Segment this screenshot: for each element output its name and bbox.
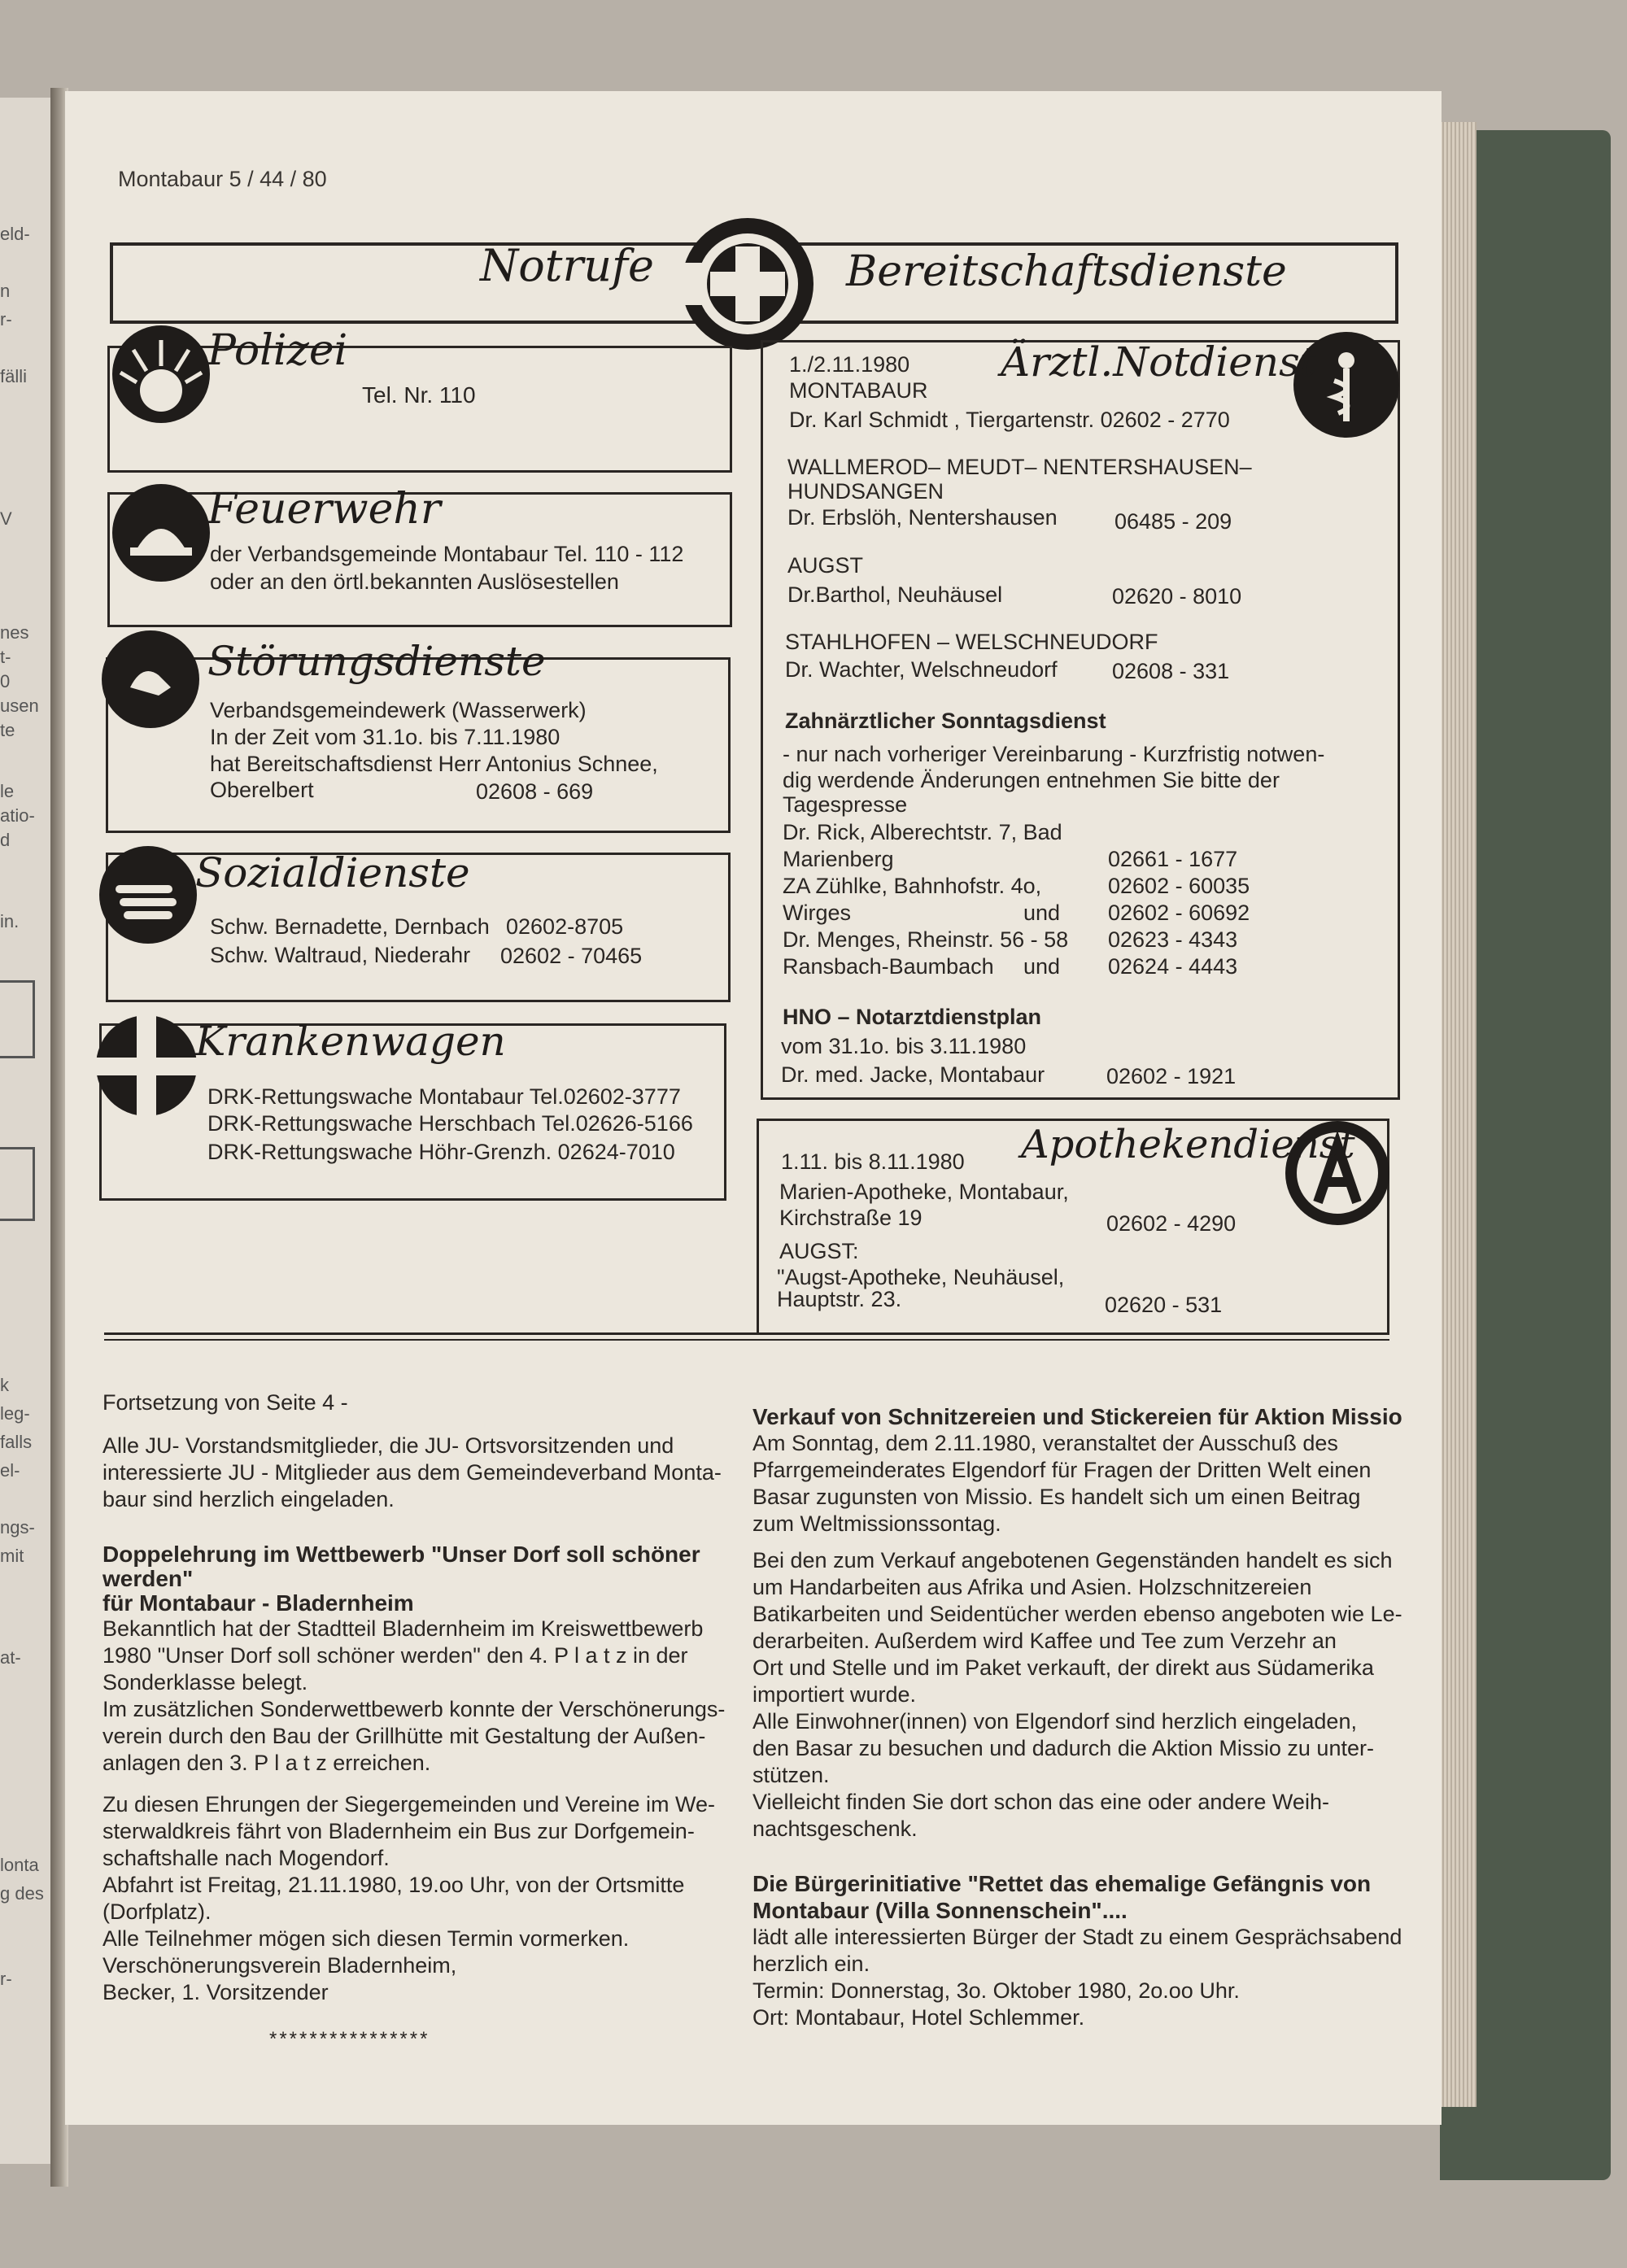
left-fragment: lonta [0, 1855, 39, 1875]
separator-rule [104, 1339, 1389, 1341]
notdienst-tel3: 02620 - 8010 [1112, 584, 1242, 608]
phone-cross-logo [682, 218, 814, 350]
bladernheim-line: Sonderklasse belegt. [103, 1670, 308, 1694]
right-article-column [752, 1403, 1403, 2031]
notdienst-doc1: Dr. Karl Schmidt , Tiergartenstr. 02602 - 2770 [789, 408, 1230, 432]
stars-divider: **************** [269, 2028, 430, 2050]
missio-line: zum Weltmissionssontag. [752, 1511, 1001, 1536]
basar-line: stützen. [752, 1763, 830, 1787]
bladernheim-line: 1980 "Unser Dorf soll schöner werden" den 4. P l a t z in der [103, 1643, 688, 1668]
basar-line: den Basar zu besuchen und dadurch die Aktion Missio zu unter- [752, 1736, 1374, 1760]
apotheke-line2: Kirchstraße 19 [779, 1206, 923, 1230]
sozial-tel1: 02602-8705 [506, 914, 624, 939]
cross-icon [682, 218, 814, 350]
ju-line: Alle JU- Vorstandsmitglieder, die JU- Ortsvorsitzenden und [103, 1433, 674, 1458]
bus-line: Becker, 1. Vorsitzender [103, 1980, 329, 2004]
bladernheim-line: Im zusätzlichen Sonderwettbewerb konnte der Verschönerungs- [103, 1697, 726, 1721]
sozial-tel2: 02602 - 70465 [500, 944, 643, 968]
kranken-line2: DRK-Rettungswache Herschbach Tel.02626-5166 [207, 1111, 693, 1136]
notdienst-doc3: Dr.Barthol, Neuhäusel [787, 582, 1003, 607]
page-stack-edge [1436, 122, 1477, 2107]
zahn-entry1a: Dr. Rick, Alberechtstr. 7, Bad [783, 820, 1062, 844]
stoerung-line2: In der Zeit vom 31.1o. bis 7.11.1980 [210, 725, 561, 749]
left-fragment: usen [0, 696, 39, 716]
bladernheim-line: verein durch den Bau der Grillhütte mit Gestaltung der Außen- [103, 1724, 706, 1748]
apotheke-tel2: 02620 - 531 [1105, 1293, 1223, 1317]
gefaengnis-line: Termin: Donnerstag, 3o. Oktober 1980, 2o.oo Uhr. [752, 1978, 1240, 2003]
zahn-entry1b: Marienberg [783, 847, 894, 871]
left-fragment: g des [0, 1883, 44, 1904]
notdienst-place4: STAHLHOFEN – WELSCHNEUDORF [785, 630, 1158, 654]
left-fragment: fälli [0, 366, 28, 386]
basar-line: Batikarbeiten und Seidentücher werden ebenso angeboten wie Le- [752, 1602, 1402, 1626]
left-fragment: eld- [0, 224, 30, 244]
left-fragment: falls [0, 1432, 33, 1452]
notdienst-tel4: 02608 - 331 [1112, 659, 1230, 683]
zahn-line3: Tagespresse [783, 792, 908, 817]
left-fragment: t- [0, 647, 11, 667]
bus-line: sterwaldkreis fährt von Bladernheim ein Bus zur Dorfgemein- [103, 1819, 695, 1843]
continuation-note: Fortsetzung von Seite 4 - [103, 1390, 348, 1415]
hno-title: HNO – Notarztdienstplan [783, 1005, 1042, 1029]
left-fragment: V [0, 508, 12, 529]
gefaengnis-heading: Die Bürgerinitiative "Rettet das ehemalige Gefängnis von [752, 1871, 1372, 1896]
wrench-hand-icon [102, 630, 199, 728]
notdienst-place2b: HUNDSANGEN [787, 479, 944, 504]
left-fragment: r- [0, 1969, 12, 1989]
left-fragment: atio- [0, 805, 35, 826]
bladernheim-heading-2: für Montabaur - Bladernheim [103, 1590, 414, 1616]
apotheke-line1: Marien-Apotheke, Montabaur, [779, 1180, 1069, 1204]
basar-line: nachtsgeschenk. [752, 1817, 918, 1841]
hno-tel: 02602 - 1921 [1106, 1064, 1237, 1088]
kranken-line1: DRK-Rettungswache Montabaur Tel.02602-3777 [207, 1084, 681, 1109]
polizei-title: Polizei [207, 326, 348, 375]
zahn-und5: und [1023, 954, 1061, 979]
separator-rule [104, 1332, 1389, 1335]
apotheke-line3: AUGST: [779, 1239, 859, 1263]
zahn-entry2: ZA Zühlke, Bahnhofstr. 4o, [783, 874, 1042, 898]
zahn-line2: dig werdende Änderungen entnehmen Sie bitte der [783, 768, 1280, 792]
left-fragment: ngs- [0, 1517, 35, 1537]
apotheke-line4: "Augst-Apotheke, Neuhäusel, [777, 1265, 1065, 1289]
left-fragment: n [0, 281, 11, 301]
left-fragment: nes [0, 622, 29, 643]
zahn-title: Zahnärztlicher Sonntagsdienst [785, 709, 1106, 733]
missio-line: Am Sonntag, dem 2.11.1980, veranstaltet der Ausschuß des [752, 1431, 1338, 1455]
missio-heading: Verkauf von Schnitzereien und Stickereien für Aktion Missio [752, 1404, 1402, 1429]
fire-helmet-icon [112, 484, 210, 582]
left-fragment: k [0, 1375, 9, 1395]
police-sun-icon [112, 325, 210, 423]
left-fragment: el- [0, 1460, 20, 1481]
left-fragment: d [0, 830, 11, 850]
stoerung-title: Störungsdienste [207, 638, 546, 685]
gefaengnis-line: herzlich ein. [752, 1952, 870, 1976]
notdienst-tel2: 06485 - 209 [1114, 509, 1232, 534]
bus-line: schaftshalle nach Mogendorf. [103, 1846, 390, 1870]
left-fragment: mit [0, 1546, 24, 1566]
sozial-line1: Schw. Bernadette, Dernbach [210, 914, 490, 939]
stoerung-line3: hat Bereitschaftsdienst Herr Antonius Schnee, [210, 752, 658, 776]
left-fragment: le [0, 781, 15, 801]
gefaengnis-line: lädt alle interessierten Bürger der Stadt zu einem Gesprächsabend [752, 1925, 1402, 1949]
notdienst-date: 1./2.11.1980 [789, 352, 910, 377]
feuerwehr-line1: der Verbandsgemeinde Montabaur Tel. 110 - 112 [210, 542, 684, 566]
zahn-entry3: Wirges [783, 901, 852, 925]
basar-line: derarbeiten. Außerdem wird Kaffee und Tee zum Verzehr an [752, 1629, 1337, 1653]
bus-line: Verschönerungsverein Bladernheim, [103, 1953, 457, 1978]
basar-line: um Handarbeiten aus Afrika und Asien. Holzschnitzereien [752, 1575, 1312, 1599]
zahn-tel4: 02623 - 4343 [1108, 927, 1238, 952]
basar-line: Ort und Stelle und im Paket verkauft, der direkt aus Südamerika [752, 1655, 1374, 1680]
apotheke-tel1: 02602 - 4290 [1106, 1211, 1237, 1236]
zahn-tel1: 02661 - 1677 [1108, 847, 1238, 871]
notdienst-place2a: WALLMEROD– MEUDT– NENTERSHAUSEN– [787, 455, 1252, 479]
left-fragment: leg- [0, 1403, 30, 1424]
ju-line: baur sind herzlich eingeladen. [103, 1487, 395, 1511]
zahn-tel5: 02624 - 4443 [1108, 954, 1238, 979]
hno-line2: Dr. med. Jacke, Montabaur [781, 1062, 1045, 1087]
notdienst-place3: AUGST [787, 553, 864, 578]
bladernheim-heading: Doppelehrung im Wettbewerb "Unser Dorf soll schöner werden" [103, 1542, 700, 1591]
left-box [0, 980, 35, 1058]
apotheke-title: Apothekendienst [1021, 1122, 1355, 1167]
sozial-title: Sozialdienste [195, 849, 470, 896]
stoerung-line4: Oberelbert [210, 778, 314, 802]
left-fragment: at- [0, 1647, 21, 1668]
notdienst-doc4: Dr. Wachter, Welschneudorf [785, 657, 1058, 682]
apotheke-line5: Hauptstr. 23. [777, 1287, 902, 1311]
apotheke-date: 1.11. bis 8.11.1980 [781, 1149, 965, 1174]
basar-line: Vielleicht finden Sie dort schon das eine oder andere Weih- [752, 1790, 1329, 1814]
sozial-line2: Schw. Waltraud, Niederahr [210, 943, 471, 967]
left-fragment: 0 [0, 671, 11, 691]
ju-line: interessierte JU - Mitglieder aus dem Gemeindeverband Monta- [103, 1460, 722, 1485]
left-article-column [103, 1389, 753, 2052]
zahn-entry4: Dr. Menges, Rheinstr. 56 - 58 [783, 927, 1069, 952]
feuerwehr-line2: oder an den örtl.bekannten Auslösestellen [210, 569, 619, 594]
feuerwehr-title: Feuerwehr [207, 485, 441, 534]
banner-bereitschaftsdienste: Bereitschaftsdienste [846, 247, 1287, 296]
bus-line: Alle Teilnehmer mögen sich diesen Termin vormerken. [103, 1926, 630, 1951]
bladernheim-line: Bekanntlich hat der Stadtteil Bladernheim im Kreiswettbewerb [103, 1616, 704, 1641]
kranken-line3: DRK-Rettungswache Höhr-Grenzh. 02624-7010 [207, 1140, 675, 1164]
hand-icon [99, 846, 197, 944]
zahn-tel3: 02602 - 60692 [1108, 901, 1250, 925]
bus-line: Abfahrt ist Freitag, 21.11.1980, 19.oo Uhr, von der Ortsmitte [103, 1873, 685, 1897]
notdienst-title: Ärztl.Notdienst [1001, 338, 1316, 386]
gefaengnis-heading-2: Montabaur (Villa Sonnenschein".... [752, 1898, 1128, 1923]
ambulance-cross-icon [96, 1015, 197, 1116]
banner-notrufe: Notrufe [480, 240, 654, 291]
gefaengnis-line: Ort: Montabaur, Hotel Schlemmer. [752, 2005, 1085, 2030]
left-box [0, 1147, 35, 1221]
basar-line: importiert wurde. [752, 1682, 917, 1707]
basar-line: Alle Einwohner(innen) von Elgendorf sind herzlich eingeladen, [752, 1709, 1357, 1734]
bus-line: Zu diesen Ehrungen der Siegergemeinden und Vereine im We- [103, 1792, 715, 1817]
left-fragment: te [0, 720, 15, 740]
notdienst-place1: MONTABAUR [789, 378, 928, 403]
zahn-und3: und [1023, 901, 1061, 925]
kranken-title: Krankenwagen [195, 1018, 506, 1065]
stoerung-line1: Verbandsgemeindewerk (Wasserwerk) [210, 698, 587, 722]
bus-line: (Dorfplatz). [103, 1899, 212, 1924]
missio-line: Pfarrgemeinderates Elgendorf für Fragen der Dritten Welt einen [752, 1458, 1372, 1482]
stoerung-tel: 02608 - 669 [476, 779, 594, 804]
zahn-line1: - nur nach vorheriger Vereinbarung - Kurzfristig notwen- [783, 742, 1325, 766]
left-fragment: in. [0, 911, 20, 931]
bladernheim-line: anlagen den 3. P l a t z erreichen. [103, 1751, 431, 1775]
polizei-tel: Tel. Nr. 110 [362, 382, 476, 408]
zahn-tel2: 02602 - 60035 [1108, 874, 1250, 898]
hno-line1: vom 31.1o. bis 3.11.1980 [781, 1034, 1027, 1058]
missio-line: Basar zugunsten von Missio. Es handelt sich um einen Beitrag [752, 1485, 1361, 1509]
zahn-entry5: Ransbach-Baumbach [783, 954, 994, 979]
page-header: Montabaur 5 / 44 / 80 [118, 167, 327, 191]
left-fragment: r- [0, 309, 12, 329]
basar-line: Bei den zum Verkauf angebotenen Gegenständen handelt es sich [752, 1548, 1393, 1572]
notdienst-doc2: Dr. Erbslöh, Nentershausen [787, 505, 1058, 530]
